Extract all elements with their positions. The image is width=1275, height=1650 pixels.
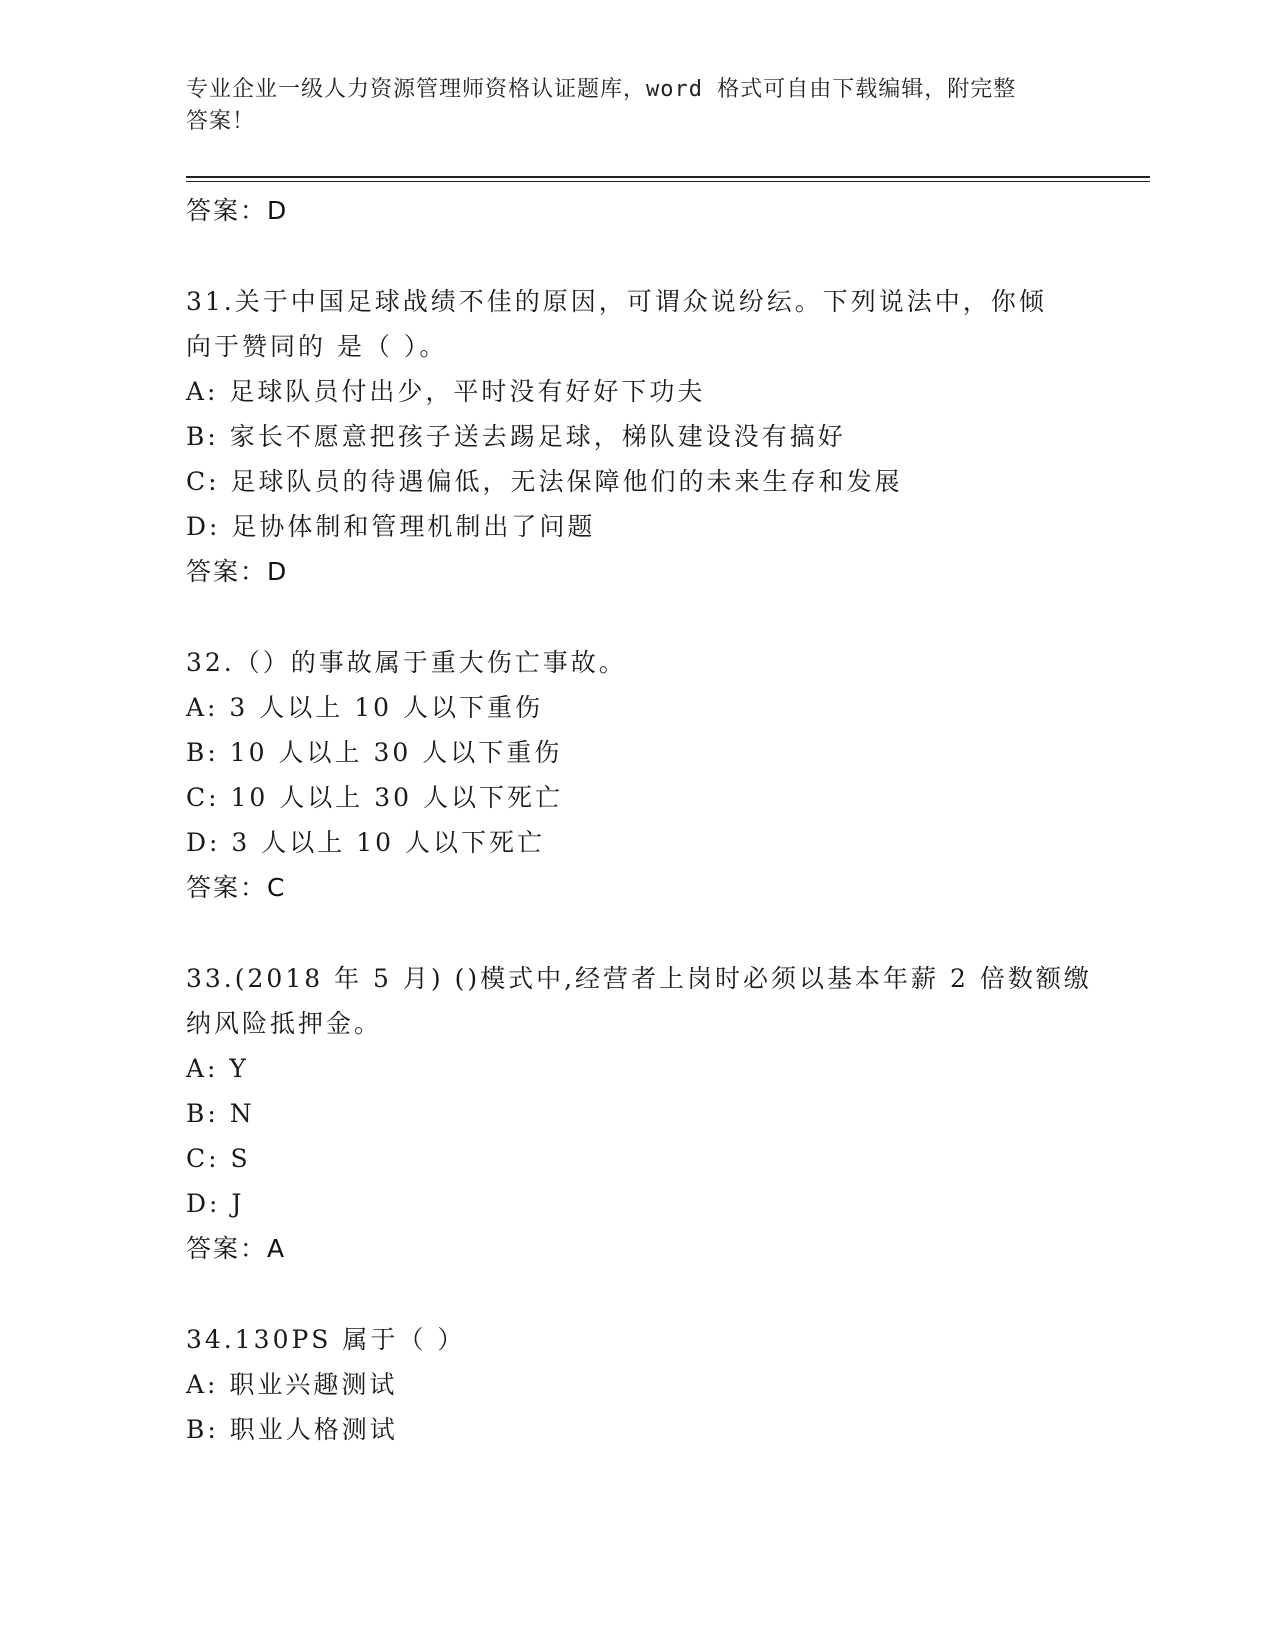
- answer-value: D: [267, 196, 289, 225]
- option-a: A: Y: [186, 1054, 249, 1083]
- answer-line: [186, 188, 1086, 233]
- question-31: [186, 279, 1086, 594]
- question-stem: 34.130PS 属于（ ）: [186, 1325, 466, 1354]
- option-a: A: 职业兴趣测试: [186, 1370, 398, 1399]
- answer-label: 答案：: [186, 196, 268, 225]
- spacer: [186, 594, 1086, 640]
- option-d: D: J: [186, 1189, 245, 1218]
- header-divider-thin: [186, 181, 1150, 182]
- answer-value: C: [267, 873, 287, 902]
- option-c: C: 足球队员的待遇偏低，无法保障他们的未来生存和发展: [186, 467, 903, 496]
- answer-value: D: [267, 557, 289, 586]
- option-b: B: 10 人以上 30 人以下重伤: [186, 738, 563, 767]
- question-34: [186, 1317, 1086, 1452]
- question-stem: 33.(2018 年 5 月) ()模式中,经营者上岗时必须以基本年薪 2 倍数额缴: [186, 964, 1092, 993]
- option-a: A: 3 人以上 10 人以下重伤: [186, 693, 543, 722]
- page-header: [186, 74, 1066, 138]
- option-d: D: 3 人以上 10 人以下死亡: [186, 828, 545, 857]
- answer-label: 答案：: [186, 873, 268, 902]
- answer-line: [186, 1226, 1086, 1271]
- spacer: [186, 910, 1086, 956]
- question-stem: 31.关于中国足球战绩不佳的原因，可谓众说纷纭。下列说法中，你倾: [186, 287, 1047, 316]
- header-divider-thick: [186, 176, 1150, 178]
- option-a: A: 足球队员付出少，平时没有好好下功夫: [186, 377, 706, 406]
- answer-value: A: [267, 1234, 287, 1263]
- header-line-2: 答案！: [186, 109, 256, 134]
- option-d: D: 足协体制和管理机制出了问题: [186, 512, 596, 541]
- option-c: C: 10 人以上 30 人以下死亡: [186, 783, 563, 812]
- spacer: [186, 233, 1086, 279]
- option-b: B: 职业人格测试: [186, 1415, 398, 1444]
- answer-label: 答案：: [186, 1234, 268, 1263]
- option-b: B: N: [186, 1099, 255, 1128]
- question-list: [186, 188, 1092, 1452]
- answer-line: [186, 865, 1086, 910]
- question-stem-continued: 纳风险抵押金。: [186, 1009, 383, 1038]
- question-33: [186, 956, 1092, 1271]
- option-b: B: 家长不愿意把孩子送去踢足球，梯队建设没有搞好: [186, 422, 846, 451]
- answer-line: [186, 549, 1086, 594]
- spacer: [186, 1271, 1086, 1317]
- question-32: [186, 640, 1086, 910]
- option-c: C: S: [186, 1144, 251, 1173]
- question-stem: 32.（）的事故属于重大伤亡事故。: [186, 648, 627, 677]
- answer-label: 答案：: [186, 557, 268, 586]
- header-line-1: 专业企业一级人力资源管理师资格认证题库，word 格式可自由下载编辑，附完整: [186, 77, 1017, 102]
- question-stem-continued: 向于赞同的 是（ ）。: [186, 332, 448, 361]
